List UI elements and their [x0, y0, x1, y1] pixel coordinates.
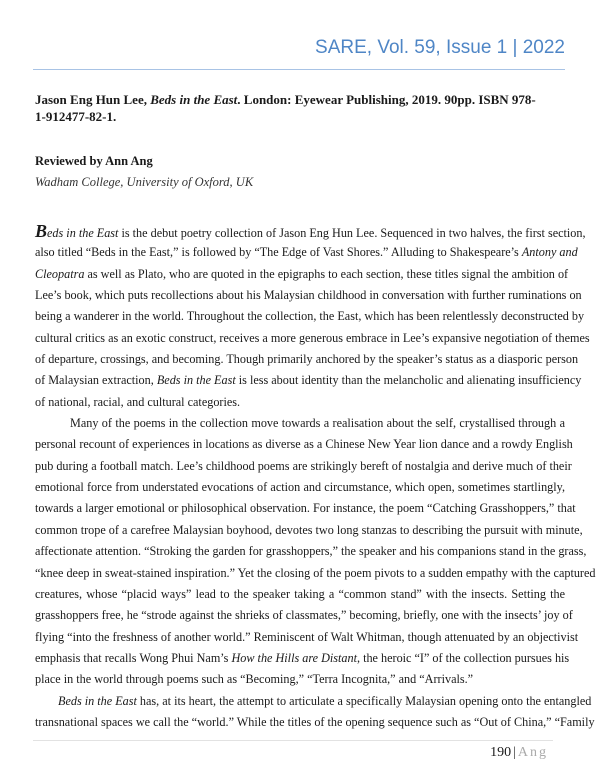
text-line [35, 264, 569, 285]
header-rule [33, 69, 565, 70]
text-line [35, 285, 582, 306]
citation-details: . London: Eyewear Publishing, 2019. 90pp. ISBN 978- [237, 92, 536, 107]
text-line [35, 349, 579, 370]
text-line [35, 242, 578, 263]
text-run: towards a larger emotional or philosophical observation. For instance, the poem “Catching Grasshoppers,” that [35, 501, 576, 516]
page-number: 190 [490, 745, 512, 760]
footer-rule [33, 740, 553, 741]
review-body [35, 221, 596, 733]
reviewer-name: Reviewed by Ann Ang [35, 154, 153, 168]
text-line [35, 669, 565, 690]
text-run: Many of the poems in the collection move towards a realisation about the self, crystallised through a [70, 416, 565, 431]
text-run: place in the world through poems such as “Becoming,” “Terra Incognita,” and “Arrivals.” [35, 672, 474, 687]
text-run: is less about identity than the melancholic and alienating insufficiency [235, 373, 582, 388]
text-run: , the heroic “I” of the collection pursues his [356, 650, 570, 665]
text-run: also titled “Beds in the East,” is followed by “The Edge of Vast Shores.” Alluding to Shakespeare’s [35, 245, 522, 260]
journal-header: SARE, Vol. 59, Issue 1 | 2022 [315, 37, 565, 58]
text-run: personal recount of experiences in locations as diverse as a Chinese New Year lion dance and a rowdy English [35, 437, 573, 452]
text-line [35, 541, 587, 562]
citation-book-title: Beds in the East [150, 92, 238, 107]
text-run: of departure, crossings, and becoming. Though primarily anchored by the speaker’s status as a diasporic person [35, 352, 579, 367]
text-line [35, 605, 573, 626]
text-line [35, 712, 595, 733]
text-run: flying “into the freshness of another world.” Reminiscent of Walt Whitman, though attenuated by an objectivist [35, 629, 579, 644]
text-line [35, 221, 586, 242]
text-run: of national, racial, and cultural categories. [35, 394, 241, 409]
italic-title: Cleopatra [35, 266, 85, 281]
text-run: grasshoppers free, he “strode against the shrieks of classmates,” becoming, briefly, one with the insects’ joy of [35, 608, 573, 623]
text-line [35, 456, 572, 477]
paragraph [35, 413, 596, 690]
text-line [35, 627, 579, 648]
text-run: as well as Plato, who are quoted in the epigraphs to each section, these titles signal the ambition of [84, 266, 569, 281]
text-line [35, 563, 596, 584]
drop-cap: B [35, 221, 48, 241]
text-line [35, 413, 565, 434]
text-line [35, 648, 570, 669]
text-run: of Malaysian extraction, [35, 373, 157, 388]
text-line [35, 520, 583, 541]
text-run: being a wanderer in the world. Throughout the collection, the East, which has been relentlessly deconstructed by [35, 309, 585, 324]
text-line [35, 306, 585, 327]
page-footer [490, 745, 548, 761]
text-run: has, at its heart, the attempt to articulate a specifically Malaysian opening onto the entangled [136, 693, 592, 708]
paragraph [35, 691, 595, 734]
text-line [35, 370, 582, 391]
citation-author: Jason Eng Hun Lee, [35, 92, 151, 107]
text-line [35, 498, 576, 519]
italic-title: How the Hills are Distant [231, 650, 357, 665]
text-run: emphasis that recalls Wong Phui Nam’s [35, 650, 232, 665]
reviewer-affiliation: Wadham College, University of Oxford, UK [35, 175, 254, 189]
text-line [35, 477, 565, 498]
text-run: transnational spaces we call the “world.” While the titles of the opening sequence such as “Out of China,” “Family [35, 714, 595, 729]
italic-title: Antony and [521, 245, 578, 260]
italic-title: Beds in the East [156, 373, 236, 388]
paragraph [35, 221, 590, 413]
text-run: common trope of a carefree Malaysian boyhood, devotes two long stanzas to describing the pursuit with minute, [35, 522, 583, 537]
text-run: Lee’s book, which puts recollections about his Malaysian childhood in conversation with further ruminations on [35, 288, 582, 303]
text-run: “knee deep in sweat-stained inspiration.” Yet the closing of the poem pivots to a sudden empathy with the captured [35, 565, 596, 580]
footer-separator: | [513, 745, 516, 760]
text-run: cultural critics as an exotic construct, receives a more generous embrace in Lee’s expansive negotiation of themes [35, 330, 590, 345]
text-run: emotional force from understated evocations of action and circumstance, which open, sometimes startlingly, [35, 480, 565, 495]
book-citation [35, 92, 567, 125]
text-run: is the debut poetry collection of Jason Eng Hun Lee. Sequenced in two halves, the first section, [118, 226, 586, 240]
italic-title: Beds in the East [58, 693, 137, 708]
citation-isbn: 1-912477-82-1. [35, 108, 117, 124]
italic-title: eds in the East [47, 226, 119, 240]
text-run: creatures, whose “placid ways” lead to the speaker taking a “common stand” with the insects. Setting the [35, 586, 565, 601]
text-line [35, 392, 565, 413]
text-line [35, 584, 565, 605]
text-run: pub during a football match. Lee’s childhood poems are strikingly bereft of nostalgia and derive much of their [35, 458, 572, 473]
footer-author: Ang [517, 745, 548, 760]
text-line [35, 328, 590, 349]
text-run: affectionate attention. “Stroking the garden for grasshoppers,” the speaker and his companions stand in the grass, [35, 544, 587, 559]
text-line [35, 434, 573, 455]
text-line [35, 691, 592, 712]
